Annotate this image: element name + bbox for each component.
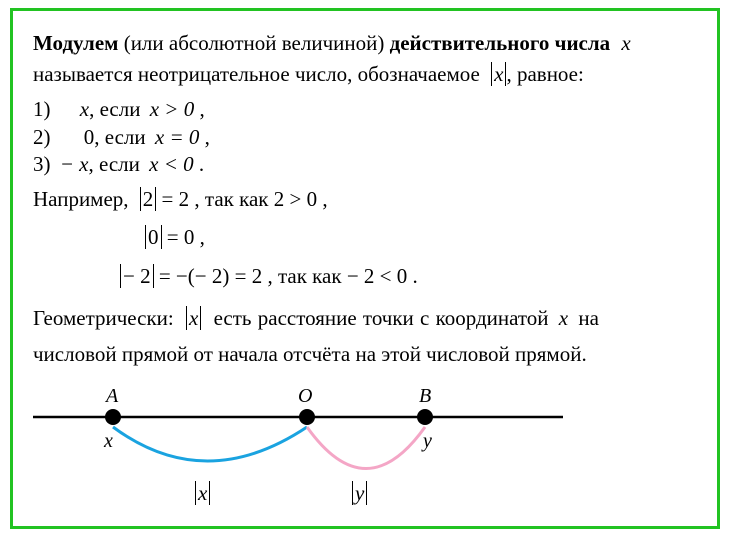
distance-label-x bbox=[195, 481, 210, 505]
example-2-rest: = 0 , bbox=[166, 225, 205, 249]
point-label-b: B bbox=[419, 385, 432, 407]
definition-text: называется неотрицательное число, обозначаемое bbox=[33, 62, 480, 86]
term-var: x bbox=[621, 31, 631, 55]
case-cond: x = 0 bbox=[154, 125, 200, 149]
case-end: . bbox=[198, 152, 205, 176]
case-cond: x < 0 bbox=[149, 152, 194, 176]
case-end: , bbox=[199, 97, 205, 121]
term-modulus: Модулем bbox=[33, 31, 119, 55]
point-label-a: A bbox=[106, 385, 119, 407]
example-3-rest: = −(− 2) = 2 , так как − 2 < 0 . bbox=[158, 264, 418, 288]
term-subject: действительного числа bbox=[389, 31, 611, 55]
case-number: 1) bbox=[33, 97, 51, 121]
geometry-post: на bbox=[578, 306, 599, 330]
point-label-o: O bbox=[298, 385, 313, 407]
distance-arc-x bbox=[113, 427, 307, 461]
abs-x-geom: x bbox=[186, 306, 201, 330]
case-number: 2) bbox=[33, 125, 51, 149]
point-a-dot bbox=[105, 409, 121, 425]
distance-arc-y bbox=[307, 427, 425, 469]
case-cond-word: , если bbox=[94, 125, 146, 149]
abs-x-distance: x bbox=[195, 481, 210, 505]
geometry-pre: Геометрически: bbox=[33, 306, 174, 330]
distance-label-y bbox=[352, 481, 367, 505]
case-cond-word: , если bbox=[88, 152, 140, 176]
abs-2: 2 bbox=[140, 187, 157, 211]
case-end: , bbox=[204, 125, 210, 149]
coord-label-x: x bbox=[104, 430, 113, 452]
geometry-var: x bbox=[558, 306, 569, 330]
coord-label-y: y bbox=[423, 430, 432, 452]
case-expr: x bbox=[79, 97, 90, 121]
example-intro: Например, bbox=[33, 187, 129, 211]
abs-x-notation: x bbox=[491, 62, 506, 86]
case-cond: x > 0 bbox=[149, 97, 195, 121]
term-alt: (или абсолютной величиной) bbox=[123, 31, 385, 55]
case-expr: 0 bbox=[83, 125, 95, 149]
point-o-dot bbox=[299, 409, 315, 425]
case-expr: − x bbox=[59, 152, 89, 176]
abs-y-distance: y bbox=[352, 481, 367, 505]
point-b-dot bbox=[417, 409, 433, 425]
case-cond-word: , если bbox=[89, 97, 141, 121]
definition-end: , равное: bbox=[506, 62, 584, 86]
example-1-rest: = 2 , так как 2 > 0 , bbox=[161, 187, 328, 211]
abs-minus-2: − 2 bbox=[120, 264, 154, 288]
geometry-line-2-text: числовой прямой от начала отсчёта на этой числовой прямой. bbox=[33, 342, 587, 366]
geometry-mid: есть расстояние точки с координатой bbox=[213, 306, 549, 330]
case-number: 3) bbox=[33, 152, 51, 176]
abs-0: 0 bbox=[145, 225, 162, 249]
